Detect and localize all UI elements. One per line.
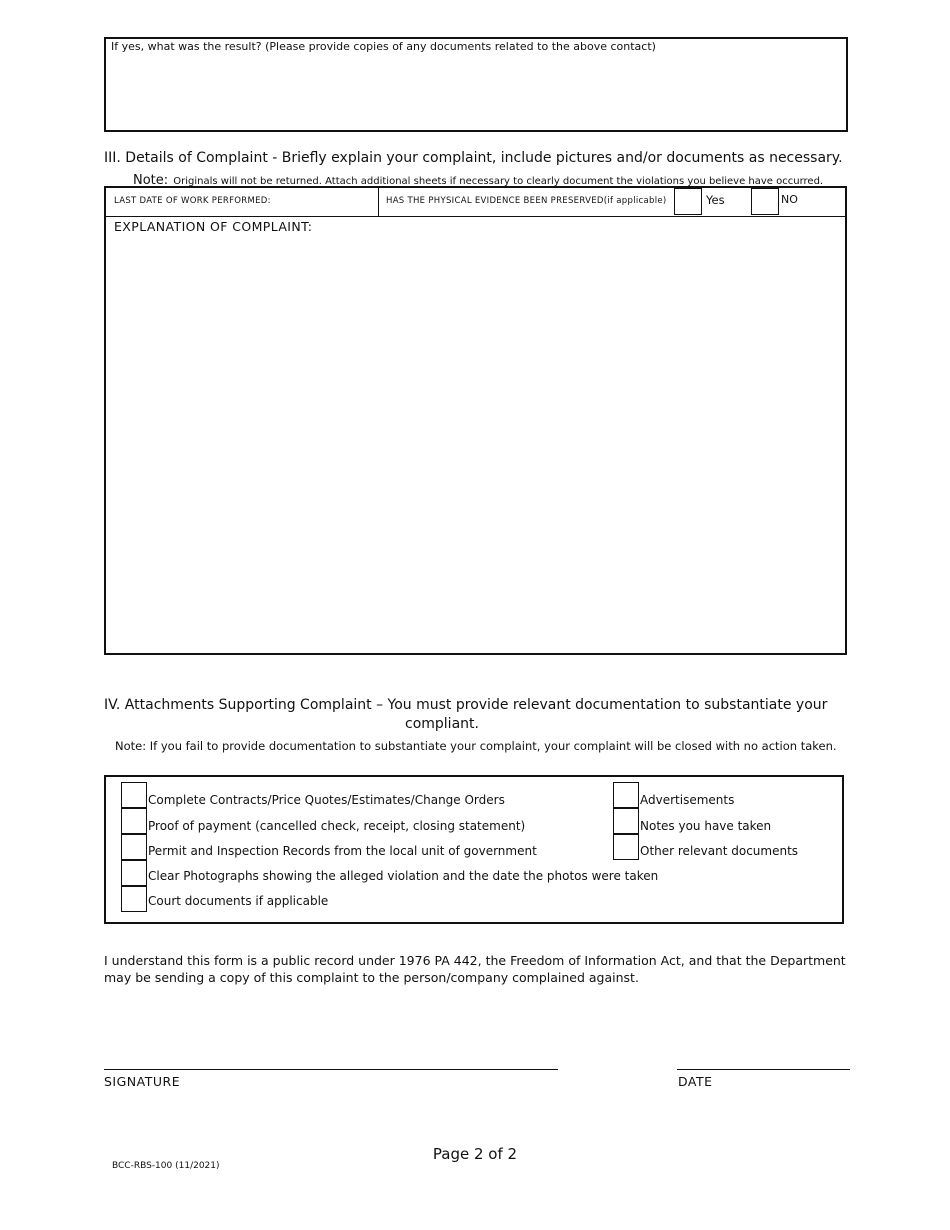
attachment-court-label: Court documents if applicable (148, 894, 329, 908)
contact-result-label: If yes, what was the result? (Please provide copies of any documents related to the above contact) (111, 40, 656, 53)
attachment-payment-checkbox[interactable] (121, 808, 147, 834)
evidence-no-label: NO (781, 193, 798, 206)
attachment-permit-label: Permit and Inspection Records from the local unit of government (148, 844, 537, 858)
attachment-permit-checkbox[interactable] (121, 834, 147, 860)
section3-note-text: Originals will not be returned. Attach additional sheets if necessary to clearly document the violations you believe have occurred. (173, 176, 824, 187)
attachment-contracts-label: Complete Contracts/Price Quotes/Estimates/Change Orders (148, 793, 505, 807)
section4-note: Note: If you fail to provide documentation to substantiate your complaint, your complaint will be closed with no action taken. (115, 739, 837, 753)
attachment-other-checkbox[interactable] (613, 834, 639, 860)
section4-heading-line1: IV. Attachments Supporting Complaint – You must provide relevant documentation to substantiate your (104, 697, 828, 713)
attachment-notes-label: Notes you have taken (640, 819, 772, 833)
evidence-preserved-text: HAS THE PHYSICAL EVIDENCE BEEN PRESERVED (386, 196, 604, 206)
evidence-preserved-cell (379, 188, 845, 216)
form-code: BCC-RBS-100 (11/2021) (112, 1161, 220, 1171)
date-line[interactable] (677, 1069, 850, 1070)
date-label: DATE (678, 1074, 713, 1089)
attachment-advertisements-checkbox[interactable] (613, 782, 639, 808)
last-date-label: LAST DATE OF WORK PERFORMED: (114, 196, 271, 206)
evidence-yes-checkbox[interactable] (674, 188, 702, 215)
section3-heading: III. Details of Complaint - Briefly explain your complaint, include pictures and/or documents as necessary. (104, 150, 843, 166)
explanation-label: EXPLANATION OF COMPLAINT: (114, 219, 313, 234)
attachment-advertisements-label: Advertisements (640, 793, 735, 807)
signature-line[interactable] (104, 1069, 558, 1070)
acknowledgement-line2: may be sending a copy of this complaint to the person/company complained against. (104, 970, 639, 985)
last-date-cell[interactable] (106, 188, 379, 216)
explanation-area[interactable] (106, 218, 845, 653)
section3-note-prefix: Note: (133, 173, 169, 188)
evidence-preserved-label (386, 196, 667, 206)
attachment-photographs-checkbox[interactable] (121, 860, 147, 886)
attachment-contracts-checkbox[interactable] (121, 782, 147, 808)
acknowledgement-line1: I understand this form is a public record under 1976 PA 442, the Freedom of Information Act, and that the Department (104, 953, 846, 968)
attachment-court-checkbox[interactable] (121, 886, 147, 912)
attachment-other-label: Other relevant documents (640, 844, 799, 858)
signature-label: SIGNATURE (104, 1074, 181, 1089)
section4-heading-line2: compliant. (405, 716, 479, 732)
evidence-yes-label: Yes (706, 193, 725, 207)
attachment-payment-label: Proof of payment (cancelled check, receipt, closing statement) (148, 819, 526, 833)
evidence-no-checkbox[interactable] (751, 188, 779, 215)
complaint-details-table (104, 186, 847, 655)
evidence-preserved-suffix: (if applicable) (603, 196, 667, 206)
attachments-box (104, 775, 844, 924)
contact-result-box[interactable] (104, 37, 848, 132)
page-number: Page 2 of 2 (432, 1145, 518, 1163)
attachment-photographs-label: Clear Photographs showing the alleged violation and the date the photos were taken (148, 869, 659, 883)
table-row-divider (106, 216, 845, 217)
attachment-notes-checkbox[interactable] (613, 808, 639, 834)
